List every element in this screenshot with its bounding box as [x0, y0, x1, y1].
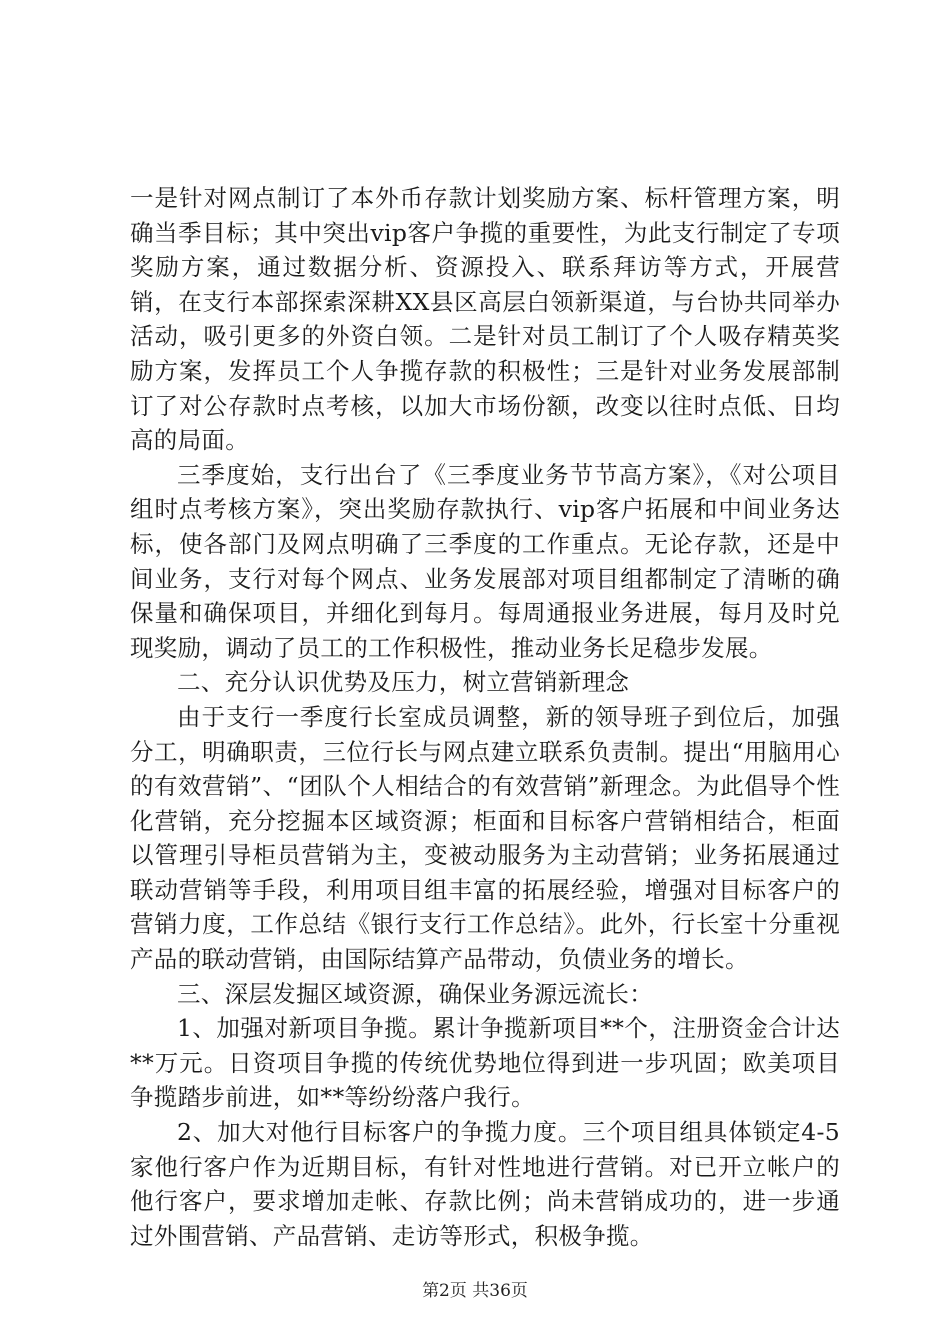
- document-body: [130, 181, 840, 1253]
- paragraph-new-projects: 1、加强对新项目争揽。累计争揽新项目**个，注册资金合计达**万元。日资项目争揽的传统优势地位得到进一步巩固；欧美项目争揽踏步前进，如**等纷纷落户我行。: [130, 1014, 840, 1112]
- section-heading-regional-resources: 三、深层发掘区域资源，确保业务源远流长：: [177, 979, 653, 1008]
- paragraph-target-clients: 2、加大对他行目标客户的争揽力度。三个项目组具体锁定4-5家他行客户作为近期目标，有针对性地进行营销。对已开立帐户的他行客户，要求增加走帐、存款比例；尚未营销成功的，进一步通过外围营销、产品营销、走访等形式，积极争揽。: [130, 1118, 840, 1250]
- section-heading-marketing-concept: 二、充分认识优势及压力，树立营销新理念: [177, 668, 630, 697]
- page-number-footer: 第2页 共36页: [422, 1281, 528, 1301]
- paragraph-incentive-plans: 一是针对网点制订了本外币存款计划奖励方案、标杆管理方案，明确当季目标；其中突出vip客户争揽的重要性，为此支行制定了专项奖励方案，通过数据分析、资源投入、联系拜访等方式，开展营销，在支行本部探索深耕XX县区高层白领新渠道，与台协共同举办活动，吸引更多的外资白领。二是针对员工制订了个人吸存精英奖励方案，发挥员工个人争揽存款的积极性；三是针对业务发展部制订了对公存款时点考核，以加大市场份额，改变以往时点低、日均高的局面。: [130, 184, 840, 455]
- paragraph-leadership: 由于支行一季度行长室成员调整，新的领导班子到位后，加强分工，明确职责，三位行长与网点建立联系负责制。提出“用脑用心的有效营销”、“团队个人相结合的有效营销”新理念。为此倡导个性化营销，充分挖掘本区域资源；柜面和目标客户营销相结合，柜面以管理引导柜员营销为主，变被动服务为主动营销；业务拓展通过联动营销等手段，利用项目组丰富的拓展经验，增强对目标客户的营销力度，工作总结《银行支行工作总结》。此外，行长室十分重视产品的联动营销，由国际结算产品带动，负债业务的增长。: [130, 702, 840, 974]
- paragraph-q3-plan: 三季度始，支行出台了《三季度业务节节高方案》，《对公项目组时点考核方案》，突出奖励存款执行、vip客户拓展和中间业务达标，使各部门及网点明确了三季度的工作重点。无论存款，还是中间业务，支行对每个网点、业务发展部对项目组都制定了清晰的确保量和确保项目，并细化到每月。每周通报业务进展，每月及时兑现奖励，调动了员工的工作积极性，推动业务长足稳步发展。: [130, 460, 840, 662]
